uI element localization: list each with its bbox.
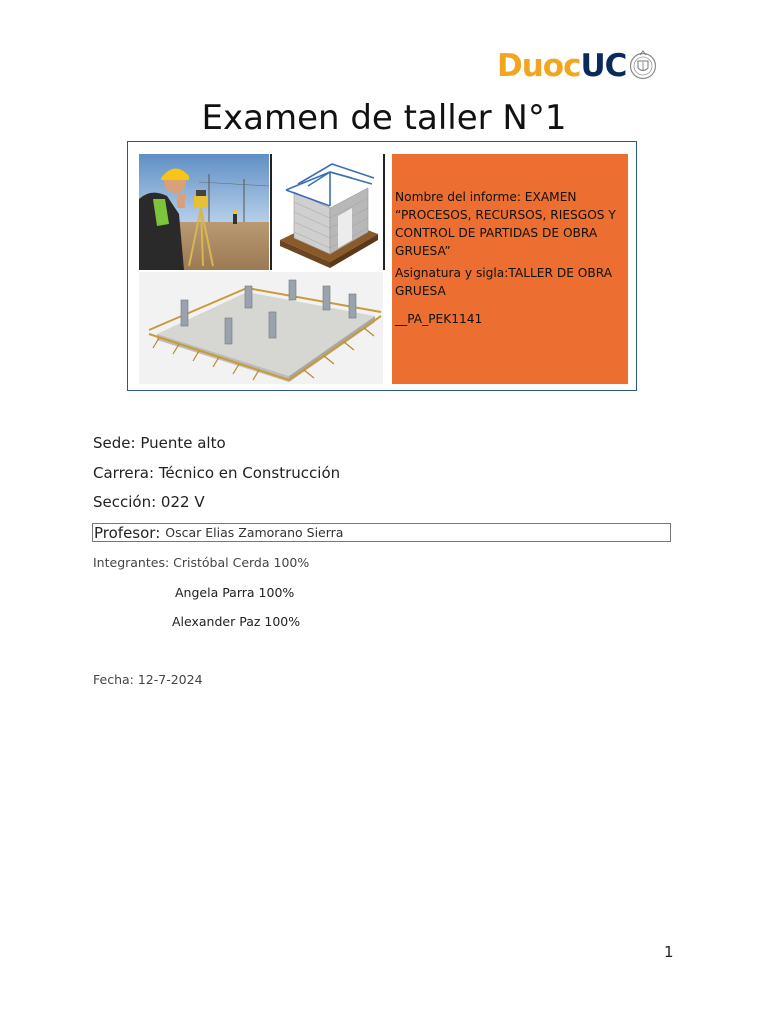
seccion-field: Sección: 022 V	[93, 493, 205, 511]
image-divider	[383, 154, 385, 270]
logo-text-uc: UC	[580, 48, 627, 84]
profesor-name: Oscar Elias Zamorano Sierra	[165, 525, 344, 540]
page-number: 1	[664, 943, 674, 961]
building-diagram	[272, 154, 382, 270]
integrantes-line: Integrantes: Cristóbal Cerda 100%	[93, 555, 310, 570]
course-code: __PA_PEK1141	[395, 312, 483, 326]
foundation-formwork-illustration	[139, 272, 383, 384]
member-line: Angela Parra 100%	[175, 585, 295, 600]
duoc-uc-logo	[497, 46, 657, 86]
sede-field: Sede: Puente alto	[93, 434, 226, 452]
report-info-box	[392, 154, 628, 384]
member-line: Alexander Paz 100%	[172, 614, 301, 629]
fecha-field: Fecha: 12-7-2024	[93, 672, 203, 687]
university-seal-icon	[629, 49, 657, 83]
page-title: Examen de taller N°1	[201, 98, 567, 138]
carrera-field: Carrera: Técnico en Construcción	[93, 464, 341, 482]
subject-code: Asignatura y sigla:TALLER DE OBRA GRUESA	[395, 266, 613, 298]
profesor-field	[92, 523, 671, 542]
report-name: Nombre del informe: EXAMEN “PROCESOS, RECURSOS, RIESGOS Y CONTROL DE PARTIDAS DE OBRA GRUESA”	[395, 190, 616, 258]
profesor-label: Profesor:	[94, 523, 161, 542]
surveyor-photo	[139, 154, 269, 270]
logo-text-duoc: Duoc	[497, 48, 581, 84]
